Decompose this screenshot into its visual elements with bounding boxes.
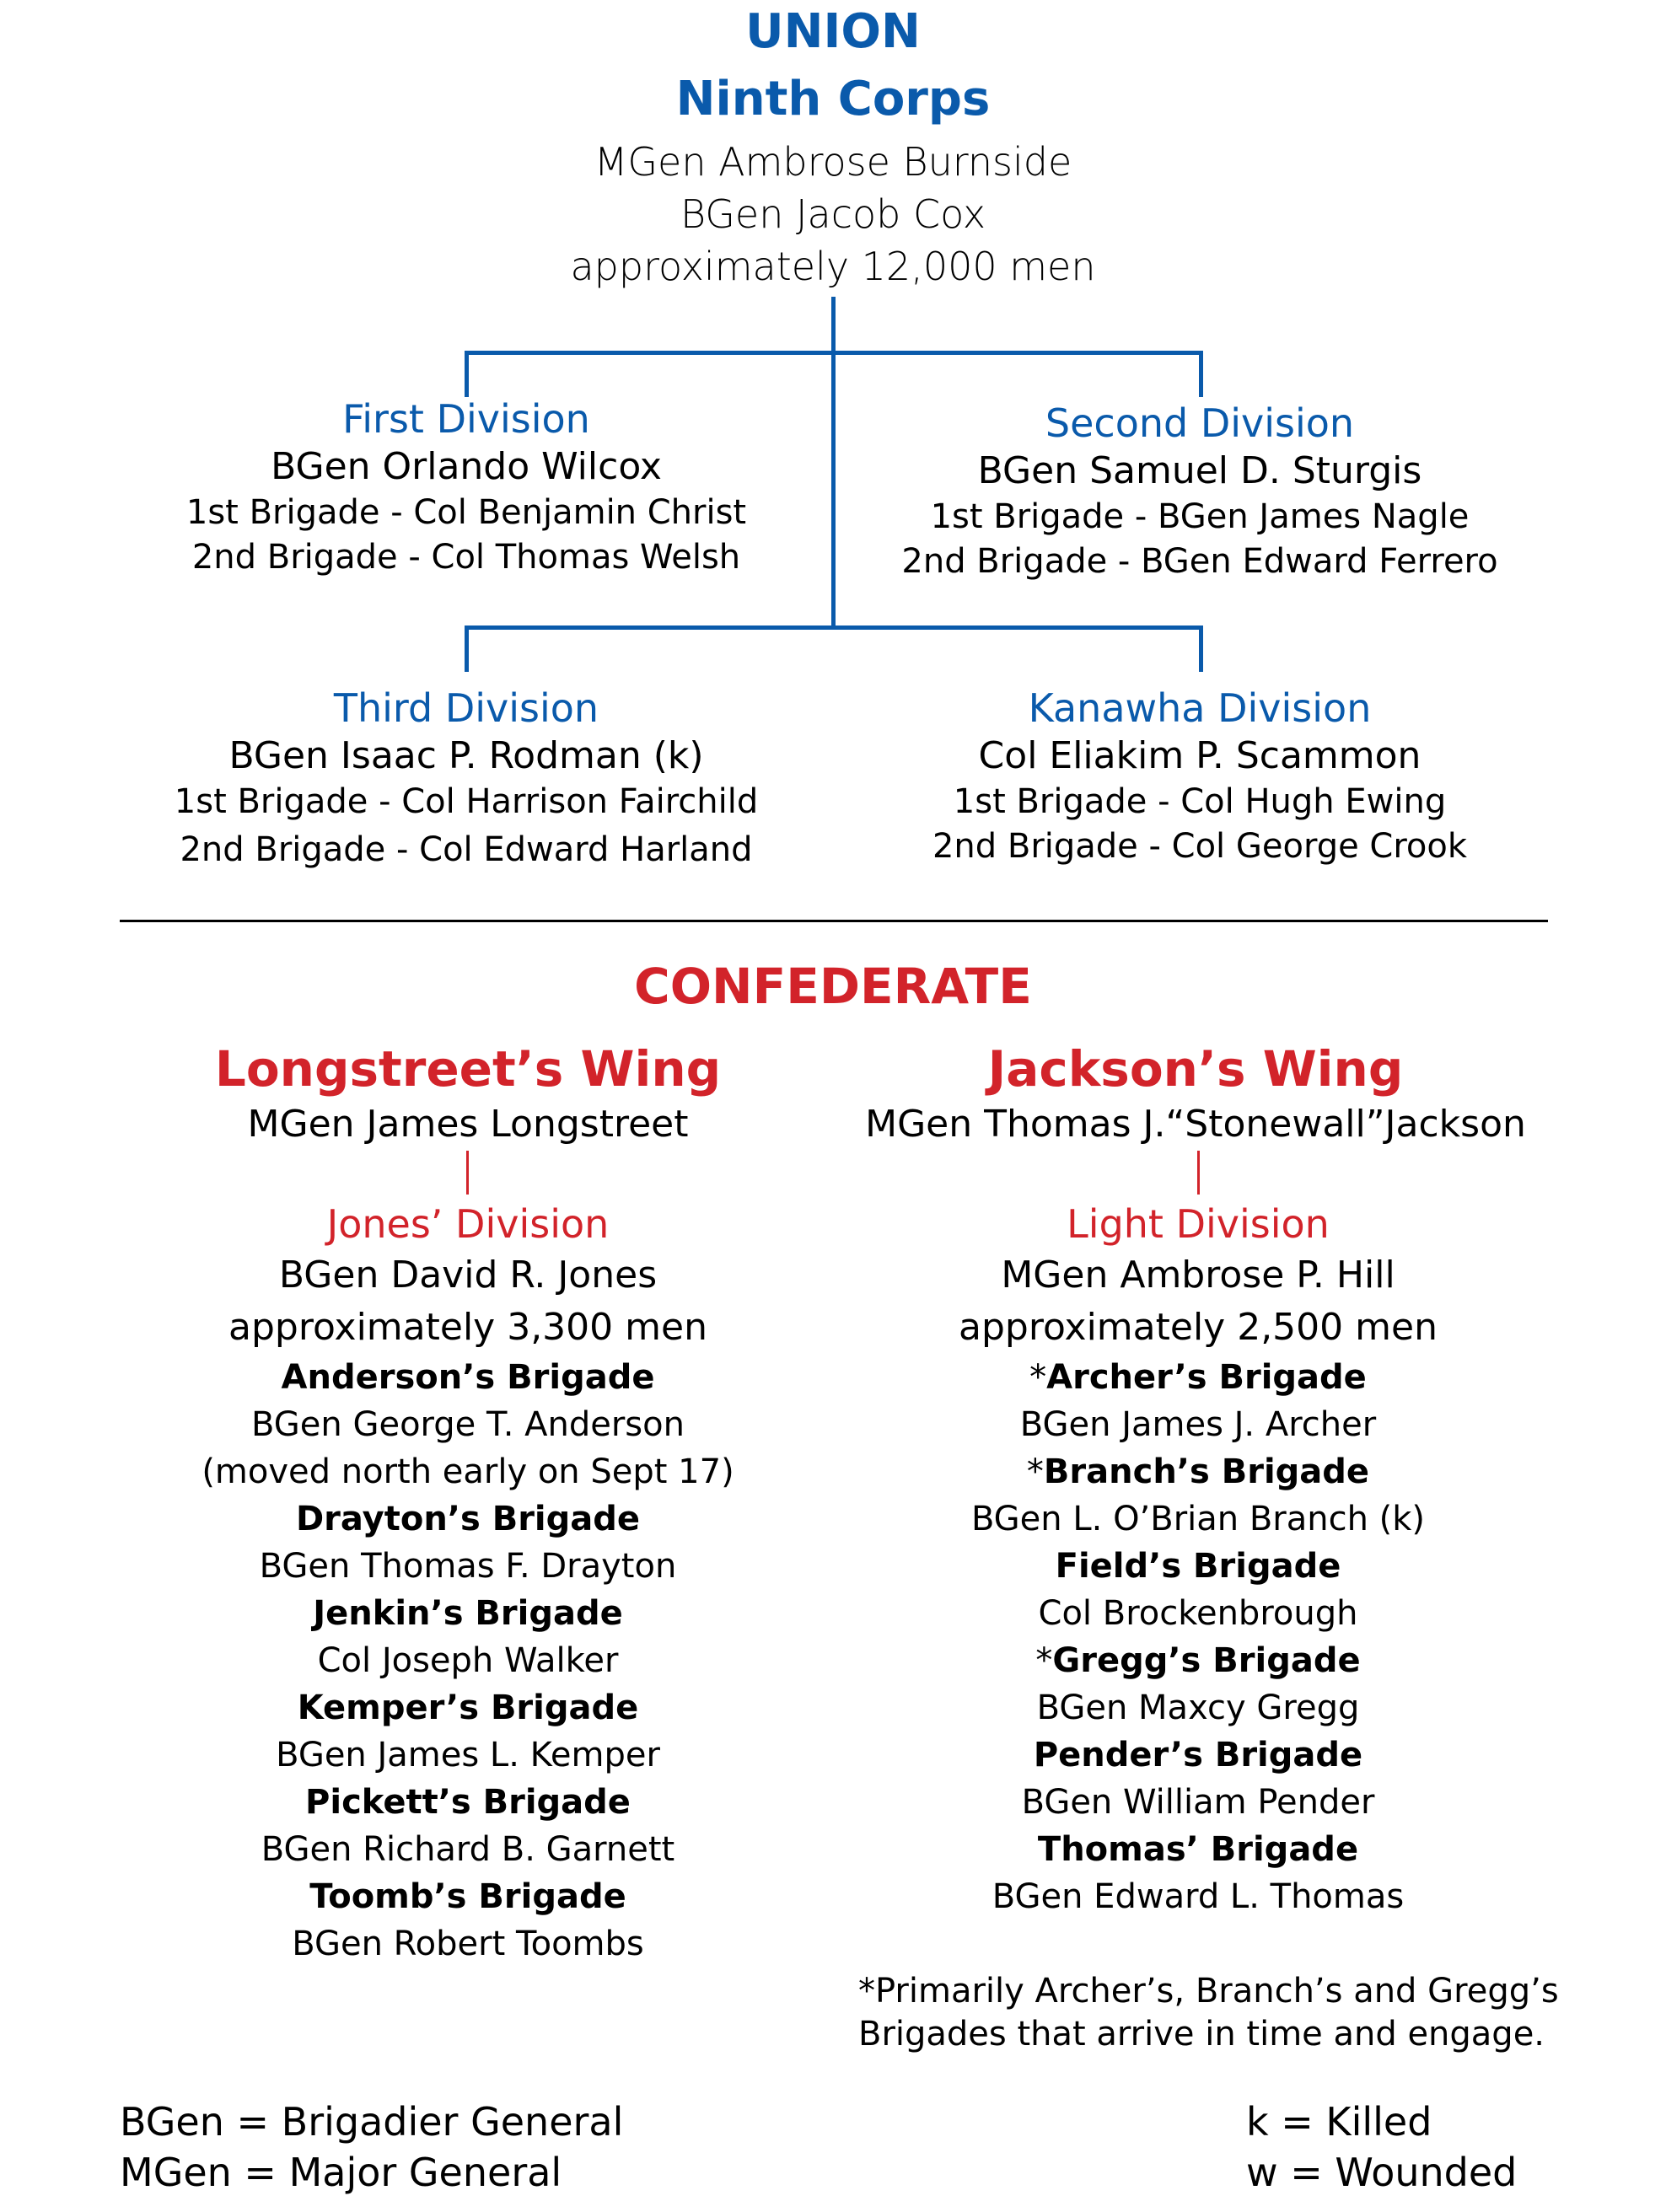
wing-longstreet xyxy=(215,1039,721,1150)
brigade-name xyxy=(959,1354,1438,1401)
brigade-name xyxy=(959,1826,1438,1873)
wing-name: Jackson’s Wing xyxy=(987,1040,1404,1098)
wing-jackson xyxy=(865,1039,1526,1150)
legend-wounded: w = Wounded xyxy=(1246,2150,1518,2195)
division-commander: MGen Ambrose P. Hill xyxy=(1001,1254,1395,1297)
brigade-commander: BGen James L. Kemper xyxy=(276,1736,660,1774)
brigade-label: Gregg’s Brigade xyxy=(1052,1641,1361,1680)
connector-trunk xyxy=(831,297,836,627)
confederate-heading: CONFEDERATE xyxy=(634,958,1032,1015)
division-name: First Division xyxy=(342,396,590,442)
brigade-commander: Col Brockenbrough xyxy=(1038,1594,1358,1633)
corps-commander-1: MGen Ambrose Burnside xyxy=(594,139,1072,185)
wing-commander: MGen James Longstreet xyxy=(247,1103,689,1146)
connector-jones-division xyxy=(466,1151,469,1195)
division-name: Kanawha Division xyxy=(1028,685,1372,731)
brigade-note: (moved north early on Sept 17) xyxy=(202,1452,734,1491)
brigade-1: 1st Brigade - Col Harrison Fairchild xyxy=(174,782,759,821)
brigade-name: Drayton’s Brigade xyxy=(295,1500,641,1538)
brigade-name: Pickett’s Brigade xyxy=(305,1783,631,1822)
brigade-commander: BGen William Pender xyxy=(1021,1783,1375,1822)
legend-bgen: BGen = Brigadier General xyxy=(120,2099,624,2145)
division-strength: approximately 3,300 men xyxy=(228,1306,707,1349)
brigade-commander: BGen George T. Anderson xyxy=(251,1405,685,1444)
division-strength: approximately 2,500 men xyxy=(959,1306,1438,1349)
asterisk-marker: * xyxy=(1026,1452,1044,1491)
brigade-commander: BGen James J. Archer xyxy=(1019,1405,1377,1444)
connector-second-division xyxy=(1199,351,1203,397)
connector-third-division xyxy=(465,625,469,672)
brigade-label: Branch’s Brigade xyxy=(1043,1452,1370,1491)
connector-light-division xyxy=(1197,1151,1200,1195)
connector-kanawha-division xyxy=(1199,625,1203,672)
brigade-1: 1st Brigade - Col Hugh Ewing xyxy=(953,782,1447,821)
division-first xyxy=(186,395,746,580)
connector-top-horizontal xyxy=(465,351,1203,355)
brigade-name: Jenkin’s Brigade xyxy=(313,1594,623,1633)
division-light xyxy=(959,1199,1438,1920)
division-third xyxy=(175,684,758,872)
brigade-2: 2nd Brigade - BGen Edward Ferrero xyxy=(901,542,1498,581)
brigade-label: Thomas’ Brigade xyxy=(1037,1830,1359,1869)
brigade-name xyxy=(959,1543,1438,1590)
brigade-commander: BGen Richard B. Garnett xyxy=(261,1830,675,1869)
section-divider xyxy=(120,920,1548,922)
brigade-commander: BGen L. O’Brian Branch (k) xyxy=(970,1500,1426,1538)
corps-commander-2: BGen Jacob Cox xyxy=(680,191,986,237)
footnote-line-2: Brigades that arrive in time and engage. xyxy=(858,2015,1545,2054)
footnote xyxy=(858,1970,1559,2056)
corps-title: Ninth Corps xyxy=(675,72,991,126)
division-commander: BGen Isaac P. Rodman (k) xyxy=(228,734,704,777)
asterisk-marker: * xyxy=(1029,1358,1047,1397)
legend-mgen: MGen = Major General xyxy=(120,2150,562,2195)
legend-casualties xyxy=(1246,2097,1517,2198)
brigade-name xyxy=(959,1448,1438,1495)
legend-ranks xyxy=(120,2097,623,2198)
brigade-name: Kemper’s Brigade xyxy=(297,1689,639,1727)
wing-name: Longstreet’s Wing xyxy=(214,1040,722,1098)
brigade-commander: BGen Maxcy Gregg xyxy=(1036,1689,1360,1727)
brigade-2: 2nd Brigade - Col Edward Harland xyxy=(180,830,753,869)
division-commander: BGen Samuel D. Sturgis xyxy=(977,449,1422,492)
brigade-name: Toomb’s Brigade xyxy=(309,1877,626,1916)
division-commander: BGen David R. Jones xyxy=(278,1254,658,1297)
brigade-commander: BGen Thomas F. Drayton xyxy=(259,1547,677,1586)
brigade-label: Archer’s Brigade xyxy=(1046,1358,1367,1397)
brigade-label: Pender’s Brigade xyxy=(1033,1736,1363,1774)
brigade-commander: BGen Edward L. Thomas xyxy=(992,1877,1405,1916)
division-commander: Col Eliakim P. Scammon xyxy=(978,734,1421,777)
legend-killed: k = Killed xyxy=(1246,2099,1432,2145)
brigade-name xyxy=(959,1731,1438,1779)
division-name: Second Division xyxy=(1045,400,1355,446)
division-name: Jones’ Division xyxy=(326,1201,610,1247)
union-heading: UNION xyxy=(745,4,921,59)
corps-strength: approximately 12,000 men xyxy=(570,244,1096,289)
brigade-1: 1st Brigade - Col Benjamin Christ xyxy=(185,493,747,532)
brigade-commander: BGen Robert Toombs xyxy=(292,1925,644,1963)
division-name: Light Division xyxy=(1067,1201,1330,1247)
connector-first-division xyxy=(465,351,469,397)
division-jones xyxy=(202,1199,734,1968)
wing-commander: MGen Thomas J.“Stonewall”Jackson xyxy=(865,1103,1526,1146)
brigade-name: Anderson’s Brigade xyxy=(281,1358,655,1397)
division-kanawha xyxy=(932,684,1467,869)
union-header xyxy=(570,0,1095,293)
division-second xyxy=(901,399,1497,584)
asterisk-marker: * xyxy=(1035,1641,1053,1680)
brigade-2: 2nd Brigade - Col George Crook xyxy=(932,827,1468,866)
footnote-line-1: *Primarily Archer’s, Branch’s and Gregg’s xyxy=(858,1972,1559,2011)
brigade-label: Field’s Brigade xyxy=(1055,1547,1341,1586)
brigade-2: 2nd Brigade - Col Thomas Welsh xyxy=(191,538,741,577)
division-name: Third Division xyxy=(333,685,599,731)
brigade-commander: Col Joseph Walker xyxy=(317,1641,619,1680)
brigade-1: 1st Brigade - BGen James Nagle xyxy=(930,497,1470,536)
brigade-name xyxy=(959,1637,1438,1684)
connector-bottom-horizontal xyxy=(465,625,1203,630)
division-commander: BGen Orlando Wilcox xyxy=(271,445,662,488)
